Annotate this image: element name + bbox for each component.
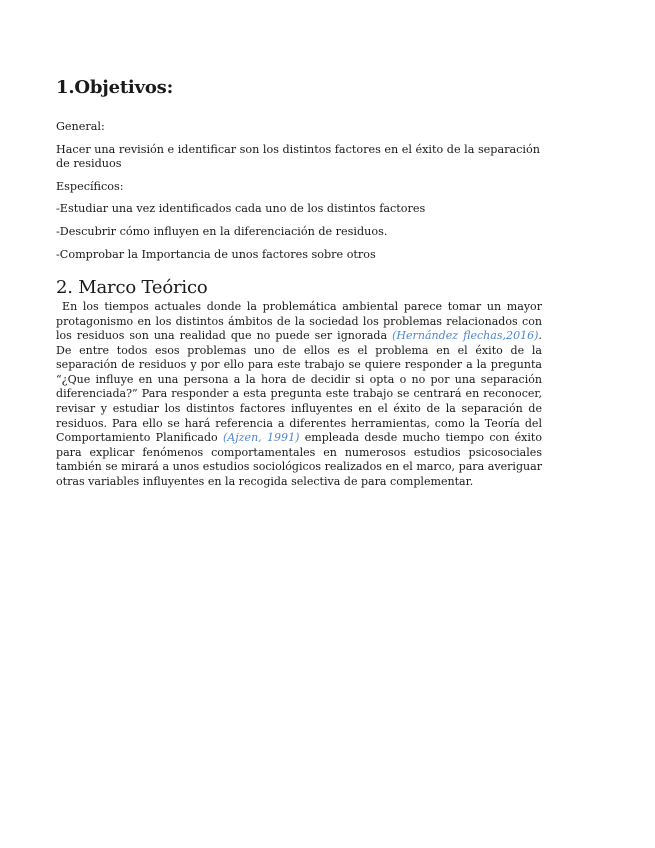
framework-paragraph (56, 300, 542, 489)
framework-text-part-2: . De entre todos esos problemas uno de ellos es el problema en el éxito de la separación de residuos y por ello para este trabajo se quiere responder a la pregunta “¿Que influye en una persona a la hora de decidir si opta o no por una separación diferenciada?” Para responder a esta pregunta este trabajo se centrará en reconocer, revisar y estudiar los distintos factores influyentes en el éxito de la separación de residuos. Para ello se hará referencia a diferentes herramientas, como la Teoría del Comportamiento Planificado (56, 329, 542, 445)
objectives-heading: 1.Objetivos: (56, 77, 174, 98)
document-page (56, 76, 542, 489)
framework-heading: 2. Marco Teórico (56, 277, 208, 299)
general-objective-text: Hacer una revisión e identificar son los distintos factores en el éxito de la separación de residuos (56, 142, 540, 171)
specific-item-1: -Estudiar una vez identificados cada uno de los distintos factores (56, 202, 426, 216)
framework-text-part-3: empleada desde mucho tiempo con éxito para explicar fenómenos comportamentales en numerosos estudios psicosociales también se mirará a unos estudios sociológicos realizados en el marco, para averiguar otras variables influyentes en la recogida selectiva de para complementar. (56, 431, 542, 488)
citation-ajzen[interactable]: (Ajzen, 1991) (223, 431, 300, 445)
specific-item-2: -Descubrir cómo influyen en la diferenciación de residuos. (56, 224, 388, 238)
general-label: General: (56, 120, 105, 133)
specific-label: Específicos: (56, 179, 124, 193)
citation-hernandez[interactable]: (Hernández flechas,2016) (392, 329, 539, 343)
specific-item-3: -Comprobar la Importancia de unos factores sobre otros (56, 247, 376, 261)
framework-text-part-1: En los tiempos actuales donde la problemática ambiental parece tomar un mayor protagonismo en los distintos ámbitos de la sociedad los problemas relacionados con los residuos son una realidad que no puede ser ignorada (56, 300, 542, 343)
